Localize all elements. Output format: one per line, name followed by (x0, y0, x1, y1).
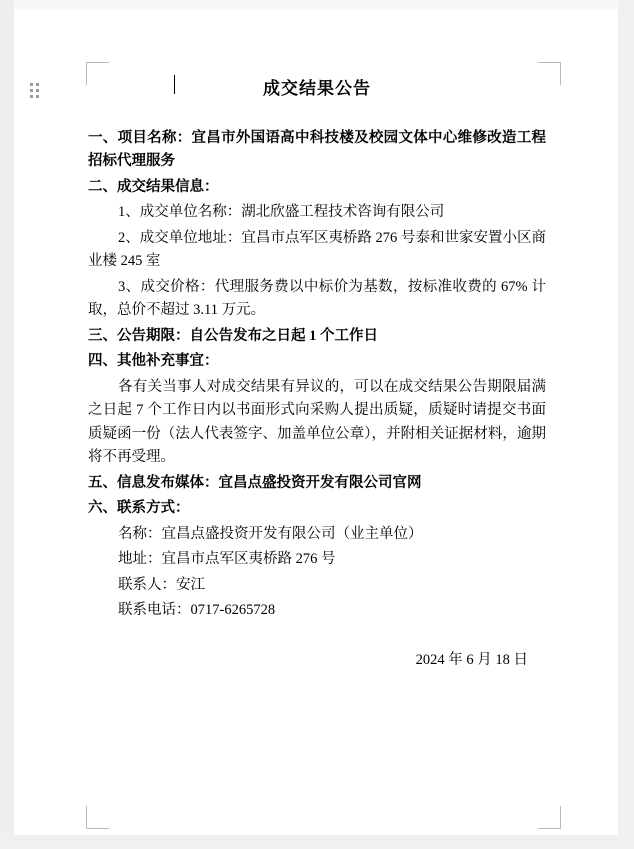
result-item-3: 3、成交价格：代理服务费以中标价为基数，按标准收费的 67% 计取，总价不超过 3.11 万元。 (88, 278, 546, 319)
crop-mark-bottom-right (538, 806, 561, 829)
contact-person: 联系人：安江 (118, 576, 205, 593)
section-heading-announcement-period (88, 325, 546, 348)
section-body-text: 宜昌点盛投资开发有限公司官网 (218, 474, 422, 491)
supplementary-paragraph: 各有关当事人对成交结果有异议的，可以在成交结果公告期限届满之日起 7 个工作日内以书面形式向采购人提出质疑，质疑时请提交书面质疑函一份（法人代表签字、加盖单位公章），并附相关证据材料，逾期将不再受理。 (88, 378, 546, 466)
section-heading-label: 三、公告期限： (88, 327, 190, 344)
contact-address: 地址：宜昌市点军区夷桥路 276 号 (118, 551, 336, 568)
section-body-text: 自公告发布之日起 1 个工作日 (189, 327, 378, 344)
contact-name: 名称：宜昌点盛投资开发有限公司（业主单位） (118, 525, 423, 542)
page-edge-top (0, 0, 634, 10)
section-heading-publisher (88, 472, 546, 495)
section-heading-label: 五、信息发布媒体： (88, 474, 219, 491)
section-body-text: 宜昌市外国语高中科技楼及校园文体中心维修改造工程招标代理服务 (88, 130, 546, 170)
section-heading-supplementary: 四、其他补充事宜： (88, 353, 219, 370)
result-item-1: 1、成交单位名称：湖北欣盛工程技术咨询有限公司 (118, 204, 445, 221)
page-edge-bottom (0, 835, 634, 849)
document-date: 2024 年 6 月 18 日 (415, 651, 528, 668)
page-title: 成交结果公告 (88, 74, 546, 99)
section-heading-project-name (88, 127, 546, 174)
section-heading-result-info: 二、成交结果信息： (88, 178, 219, 195)
contact-phone: 联系电话：0717-6265728 (118, 602, 276, 619)
page-edge-left (0, 0, 14, 849)
crop-mark-bottom-left (86, 806, 109, 829)
drag-handle-icon[interactable] (30, 83, 44, 99)
section-heading-label: 一、项目名称： (88, 130, 192, 146)
page-edge-right (618, 0, 634, 849)
result-item-2: 2、成交单位地址：宜昌市点军区夷桥路 276 号泰和世家安置小区商业楼 245 室 (88, 229, 546, 270)
section-heading-contact: 六、联系方式： (88, 500, 190, 517)
document-body (88, 74, 546, 674)
